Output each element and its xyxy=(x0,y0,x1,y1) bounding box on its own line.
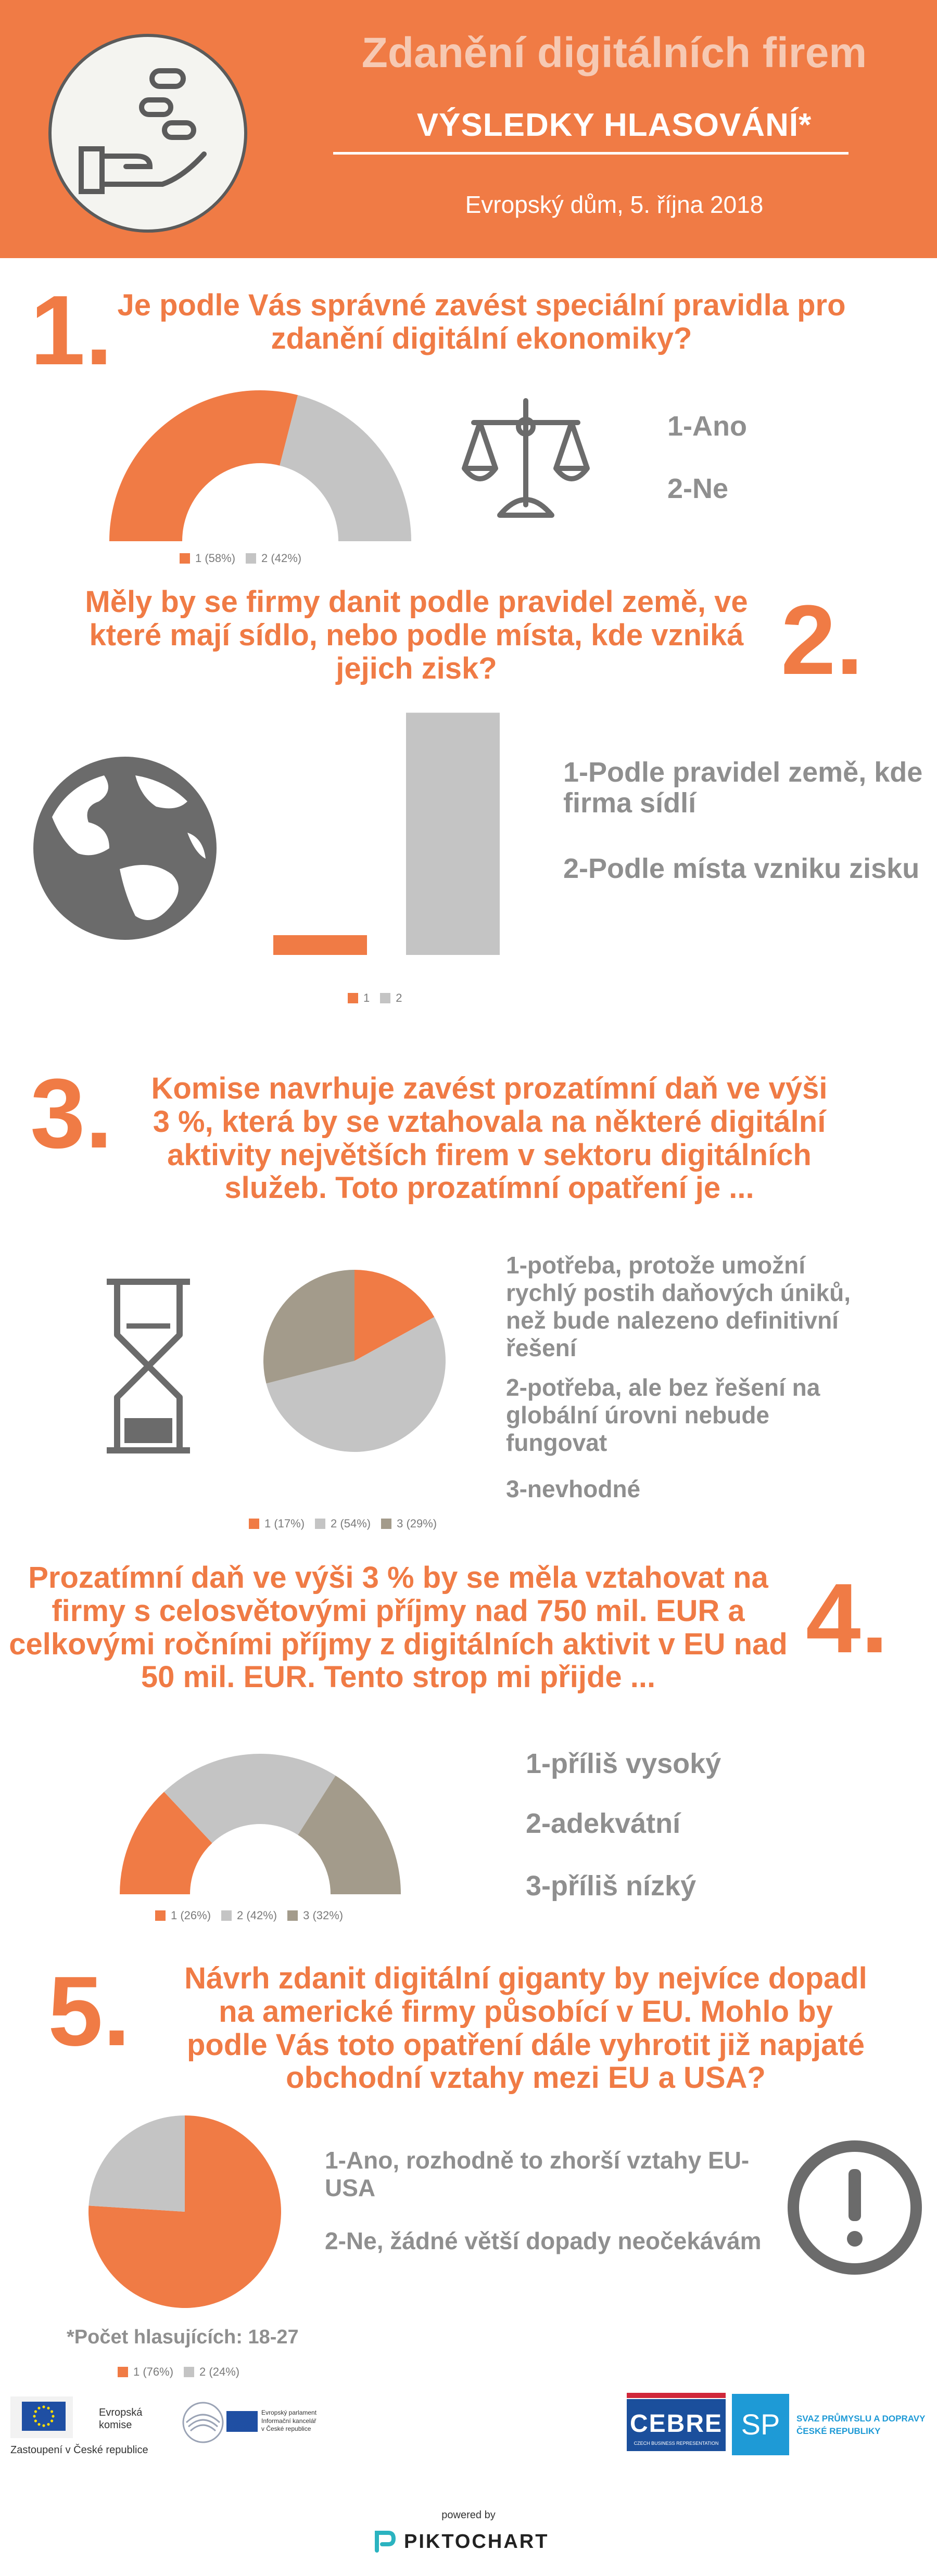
q4-question: Prozatímní daň ve výši 3 % by se měla vztahovat na firmy s celosvětovými příjmy nad 750 mil. EUR a celkovými ročními příjmy z digitálních aktivit v EU nad 50 mil. EUR. Tento strop mi přijde ... xyxy=(9,1561,788,1694)
q2-question: Měly by se firmy danit podle pravidel země, ve které mají sídlo, nebo podle místa, kde vzniká jejich zisk? xyxy=(85,585,748,685)
page-title: Zdanění digitálních firem xyxy=(361,29,867,76)
eu-star xyxy=(37,2407,40,2409)
q2-bar-chart xyxy=(255,708,526,960)
hourglass-icon xyxy=(107,1278,190,1455)
legend-label: 2 (54%) xyxy=(331,1517,371,1530)
legend-swatch-2 xyxy=(380,993,390,1003)
legend-label: 3 (32%) xyxy=(303,1909,344,1922)
sp-line1: SVAZ PRŮMYSLU A DOPRAVY xyxy=(796,2414,926,2424)
legend-label: 3 (29%) xyxy=(397,1517,437,1530)
q2-number: 2. xyxy=(781,585,864,695)
legend-swatch-1 xyxy=(249,1519,259,1529)
legend-swatch-2 xyxy=(246,553,256,564)
legend-swatch-1 xyxy=(118,2367,128,2377)
q3-number: 3. xyxy=(30,1059,113,1169)
q3-option-3: 3-nevhodné xyxy=(506,1475,641,1502)
legend-swatch-2 xyxy=(221,1910,232,1921)
piktochart-icon xyxy=(374,2530,397,2553)
legend-label: 1 (17%) xyxy=(264,1517,305,1530)
eu-star xyxy=(42,2405,45,2408)
q4-legend xyxy=(155,1909,343,1922)
eu-star xyxy=(42,2424,45,2427)
hand-coins-icon xyxy=(48,33,248,233)
bar-1 xyxy=(273,935,367,955)
eu-star xyxy=(34,2419,37,2422)
q1-question: Je podle Vás správné zavést speciální pravidla pro zdanění digitální ekonomiky? xyxy=(117,288,846,355)
ep-line3: v České republice xyxy=(261,2425,311,2433)
european-commission-logo[interactable] xyxy=(10,2396,167,2459)
eu-star xyxy=(50,2410,53,2413)
q3-pie-chart xyxy=(258,1265,451,1457)
legend-swatch-1 xyxy=(348,993,358,1003)
q3-option-1: 1-potřeba, protože umožní rychlý postih daňových úniků, než bude nalezeno definitivní řešení xyxy=(506,1252,851,1361)
legend-label: 1 (26%) xyxy=(171,1909,211,1922)
eu-star xyxy=(52,2415,54,2417)
ec-subtitle: Zastoupení v České republice xyxy=(10,2444,148,2456)
legend-label: 1 (76%) xyxy=(133,2365,174,2378)
q4-option-3: 3-příliš nízký xyxy=(526,1870,697,1902)
globe-icon xyxy=(31,755,219,942)
header-divider xyxy=(333,152,849,155)
q3-question: Komise navrhuje zavést prozatímní daň ve výši 3 %, která by se vztahovala na některé digitální aktivity největších firem v sektoru digitálních služeb. Toto prozatímní opatření je ... xyxy=(151,1072,828,1205)
sp-line2: ČESKÉ REPUBLIKY xyxy=(796,2426,881,2436)
legend-swatch-3 xyxy=(381,1519,391,1529)
q4-half-donut-chart xyxy=(115,1749,406,1905)
q4-option-2: 2-adekvátní xyxy=(526,1808,681,1839)
q1-option-1: 1-Ano xyxy=(667,411,747,442)
pie-slice-2 xyxy=(88,2115,185,2212)
q5-option-2: 2-Ne, žádné větší dopady neočekávám xyxy=(325,2227,762,2254)
eu-star xyxy=(47,2407,49,2409)
eu-star xyxy=(34,2410,37,2413)
q2-option-2: 2-Podle místa vzniku zisku xyxy=(563,853,920,884)
voter-count-footnote: *Počet hlasujících: 18-27 xyxy=(67,2326,299,2348)
q5-pie-chart xyxy=(86,2113,284,2311)
legend-label: 1 (58%) xyxy=(195,552,236,565)
cebre-logo[interactable] xyxy=(627,2393,726,2455)
eu-flag-small-icon xyxy=(226,2411,258,2432)
sp-logo[interactable] xyxy=(732,2394,935,2456)
q1-half-donut-chart xyxy=(104,385,416,552)
eu-star xyxy=(33,2415,35,2417)
cebre-subtitle: CZECH BUSINESS REPRESENTATION xyxy=(634,2441,719,2446)
ep-line2: Informační kancelář xyxy=(261,2417,316,2425)
q1-option-2: 2-Ne xyxy=(667,473,729,504)
event-date: Evropský dům, 5. října 2018 xyxy=(465,191,764,218)
q2-option-1: 1-Podle pravidel země, kde firma sídlí xyxy=(563,757,923,819)
sp-badge-text: SP xyxy=(741,2408,780,2441)
powered-by-label: powered by xyxy=(441,2509,496,2521)
q5-option-1: 1-Ano, rozhodně to zhorší vztahy EU-USA xyxy=(325,2147,750,2201)
q4-number: 4. xyxy=(806,1563,889,1674)
eu-star xyxy=(50,2419,53,2422)
legend-swatch-1 xyxy=(155,1910,166,1921)
scales-icon xyxy=(458,390,593,526)
european-parliament-logo[interactable] xyxy=(182,2402,338,2454)
ep-text xyxy=(261,2409,316,2433)
q3-option-2: 2-potřeba, ale bez řešení na globální úrovni nebude fungovat xyxy=(506,1374,820,1456)
exclamation-icon xyxy=(787,2140,922,2275)
q3-legend xyxy=(249,1517,437,1531)
cebre-stripe xyxy=(627,2393,726,2398)
half-donut-segment-2 xyxy=(280,395,411,541)
eu-flag-icon xyxy=(10,2396,73,2438)
cebre-name: CEBRE xyxy=(629,2410,723,2438)
legend-swatch-2 xyxy=(184,2367,194,2377)
eu-star xyxy=(47,2423,49,2426)
q5-legend xyxy=(118,2365,239,2379)
ec-name-line1: Evropská xyxy=(99,2407,143,2418)
legend-label: 2 (42%) xyxy=(261,552,302,565)
piktochart-logo[interactable] xyxy=(364,2527,573,2558)
ep-line1: Evropský parlament xyxy=(261,2409,317,2416)
legend-swatch-2 xyxy=(315,1519,325,1529)
q4-option-1: 1-příliš vysoký xyxy=(526,1748,721,1779)
q5-number: 5. xyxy=(48,1956,131,2067)
q1-number: 1. xyxy=(30,275,113,386)
q5-question: Návrh zdanit digitální giganty by nejvíce dopadl na americké firmy působící v EU. Mohlo by podle Vás toto opatření dále vyhrotit již napjaté obchodní vztahy mezi EU a USA? xyxy=(184,1961,867,2095)
legend-label: 2 (24%) xyxy=(199,2365,240,2378)
q2-legend xyxy=(348,991,402,1005)
page-subtitle: VÝSLEDKY HLASOVÁNÍ* xyxy=(416,107,812,143)
legend-label: 2 (42%) xyxy=(237,1909,277,1922)
half-donut-segment-1 xyxy=(109,390,298,541)
parliament-emblem-icon xyxy=(182,2402,224,2443)
bar-2 xyxy=(406,713,500,955)
eu-star xyxy=(37,2423,40,2426)
legend-swatch-1 xyxy=(180,553,190,564)
legend-label: 2 xyxy=(396,991,402,1004)
ec-name-line2: komise xyxy=(99,2419,132,2431)
q1-legend xyxy=(180,552,301,565)
legend-label: 1 xyxy=(363,991,370,1004)
legend-swatch-3 xyxy=(287,1910,298,1921)
piktochart-wordmark: PIKTOCHART xyxy=(404,2531,549,2553)
